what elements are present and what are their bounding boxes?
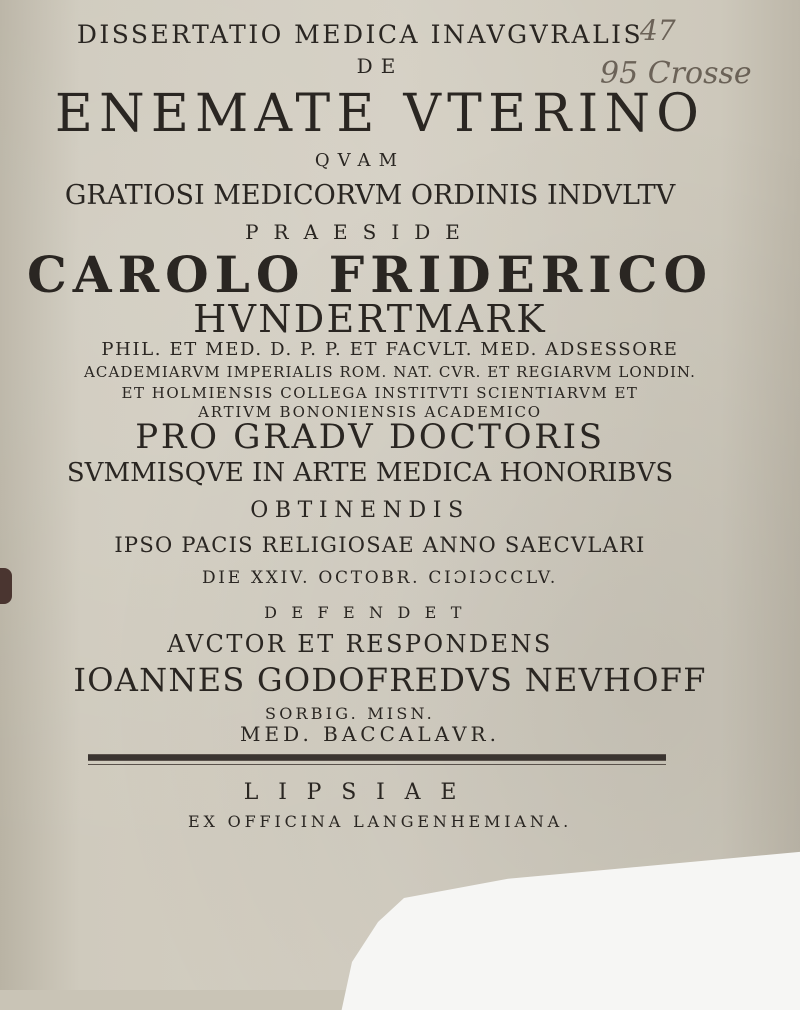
praeses-title-1: PHIL. ET MED. D. P. P. ET FACVLT. MED. ADSESSORE [101, 339, 679, 360]
divider-rule-thin [88, 764, 666, 765]
heading-svmmisqve: SVMMISQVE IN ARTE MEDICA HONORIBVS [66, 458, 674, 488]
heading-dissertatio: DISSERTATIO MEDICA INAVGVRALIS [76, 20, 644, 49]
main-title: ENEMATE VTERINO [54, 84, 706, 144]
shelfmark-annotation: 47 [640, 14, 676, 47]
heading-de: DE [356, 54, 404, 78]
praeses-title-2: ACADEMIARVM IMPERIALIS ROM. NAT. CVR. ET REGIARVM LONDIN. [84, 363, 696, 381]
heading-avctor: AVCTOR ET RESPONDENS [167, 630, 553, 658]
praeses-title-3: ET HOLMIENSIS COLLEGA INSTITVTI SCIENTIARVM ET [121, 384, 639, 402]
praeses-title-4: ARTIVM BONONIENSIS ACADEMICO [198, 403, 542, 421]
author-name: IOANNES GODOFREDVS NEVHOFF [73, 661, 707, 699]
imprint-printer: EX OFFICINA LANGENHEMIANA. [187, 812, 572, 831]
imprint-place: LIPSIAE [243, 780, 477, 805]
heading-ipso-pacis: IPSO PACIS RELIGIOSAE ANNO SAECVLARI [114, 533, 646, 557]
handwritten-annotation: 95 Crosse [600, 56, 752, 91]
date-line: DIE XXIV. OCTOBR. CIƆIƆCCLV. [201, 568, 559, 588]
author-origin: SORBIG. MISN. [265, 704, 435, 723]
heading-praeside: PRAESIDE [245, 220, 475, 244]
heading-pro-gradv: PRO GRADV DOCTORIS [135, 417, 605, 457]
divider-rule [88, 754, 666, 761]
torn-paper-corner [300, 850, 800, 1010]
heading-obtinendis: OBTINENDIS [250, 498, 470, 523]
heading-gratiosi: GRATIOSI MEDICORVM ORDINIS INDVLTV [64, 180, 676, 211]
author-degree: MED. BACCALAVR. [240, 722, 500, 746]
heading-qvam: QVAM [314, 150, 406, 171]
heading-defendet: DEFENDET [264, 603, 476, 622]
praeses-surname: HVNDERTMARK [193, 297, 547, 341]
praeses-forename: CAROLO FRIDERICO [26, 245, 713, 304]
